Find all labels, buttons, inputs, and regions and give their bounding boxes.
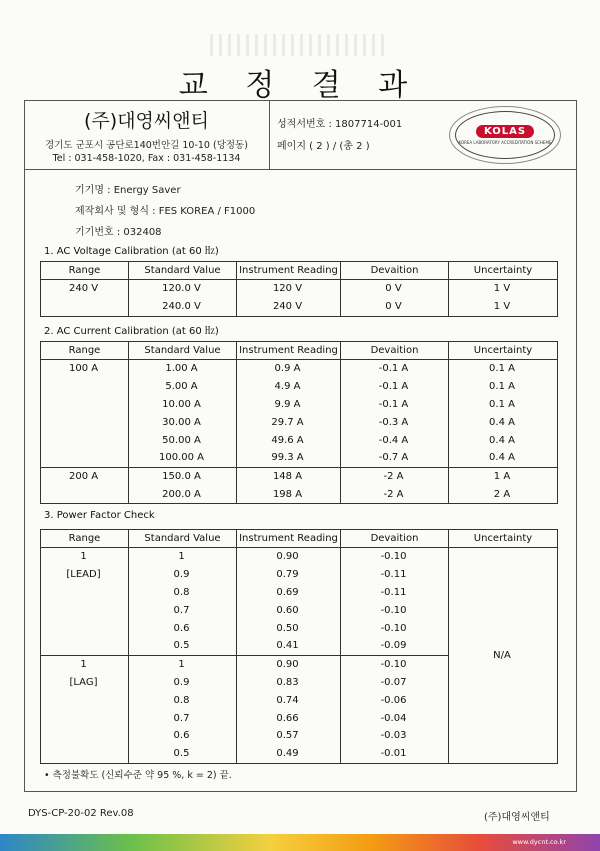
col-reading: Instrument Reading xyxy=(237,530,341,548)
cell-uncertainty: 2 A xyxy=(449,486,558,504)
cell-range xyxy=(41,709,129,727)
cell-uncertainty: 0.1 A xyxy=(449,396,558,414)
cell-range: [LAG] xyxy=(41,674,129,692)
col-uncertainty: Uncertainty xyxy=(449,342,558,360)
cell-standard: 100.00 A xyxy=(129,449,237,467)
cell-range: 100 A xyxy=(41,360,129,378)
cell-range xyxy=(41,601,129,619)
cell-reading: 0.69 xyxy=(237,584,341,602)
cell-deviation: -0.11 xyxy=(341,584,449,602)
cell-reading: 0.60 xyxy=(237,601,341,619)
cell-deviation: -2 A xyxy=(341,486,449,504)
cell-deviation: 0 V xyxy=(341,298,449,316)
cell-standard: 0.7 xyxy=(129,601,237,619)
cell-range xyxy=(41,619,129,637)
cell-range xyxy=(41,449,129,467)
powerfactor-header-row xyxy=(41,530,558,548)
section-current-title: 2. AC Current Calibration (at 60 ㎐) xyxy=(44,326,219,337)
current-header-row xyxy=(41,342,558,360)
cell-range xyxy=(41,584,129,602)
table-row xyxy=(41,280,558,298)
cell-reading: 120 V xyxy=(237,280,341,298)
cell-range xyxy=(41,298,129,316)
cell-deviation: -0.06 xyxy=(341,691,449,709)
col-standard: Standard Value xyxy=(129,342,237,360)
kolas-logo-subtext: KOREA LABORATORY ACCREDITATION SCHEME xyxy=(458,140,552,145)
cell-standard: 0.6 xyxy=(129,619,237,637)
uncertainty-note: • 측정불확도 (신뢰수준 약 95 %, k = 2) 끝. xyxy=(44,770,232,781)
cell-standard: 10.00 A xyxy=(129,396,237,414)
cell-standard: 200.0 A xyxy=(129,486,237,504)
faded-stamp xyxy=(210,34,390,56)
cell-deviation: -0.10 xyxy=(341,655,449,673)
cell-deviation: -0.01 xyxy=(341,745,449,763)
cell-reading: 0.41 xyxy=(237,637,341,655)
cell-reading: 9.9 A xyxy=(237,396,341,414)
company-name: (주)대영씨앤티 xyxy=(84,110,209,132)
table-row xyxy=(41,548,558,566)
cell-reading: 4.9 A xyxy=(237,378,341,396)
cell-reading: 240 V xyxy=(237,298,341,316)
col-reading: Instrument Reading xyxy=(237,262,341,280)
col-deviation: Devaition xyxy=(341,530,449,548)
cell-standard: 150.0 A xyxy=(129,467,237,485)
company-address: 경기도 군포시 공단로140번안길 10-10 (당정동) xyxy=(45,140,248,151)
cell-deviation: -0.1 A xyxy=(341,360,449,378)
col-reading: Instrument Reading xyxy=(237,342,341,360)
cell-deviation: -0.7 A xyxy=(341,449,449,467)
voltage-header-row xyxy=(41,262,558,280)
powerfactor-table xyxy=(40,529,558,764)
cell-reading: 99.3 A xyxy=(237,449,341,467)
cell-deviation: -0.07 xyxy=(341,674,449,692)
cell-standard: 0.8 xyxy=(129,691,237,709)
cell-deviation: -0.11 xyxy=(341,566,449,584)
cell-standard: 240.0 V xyxy=(129,298,237,316)
company-block xyxy=(24,100,270,169)
cell-reading: 49.6 A xyxy=(237,431,341,449)
cell-uncertainty: 0.4 A xyxy=(449,413,558,431)
cell-standard: 1 xyxy=(129,655,237,673)
col-range: Range xyxy=(41,262,129,280)
cell-range xyxy=(41,637,129,655)
current-table xyxy=(40,341,558,504)
section-voltage-title: 1. AC Voltage Calibration (at 60 ㎐) xyxy=(44,246,219,257)
cell-deviation: -0.1 A xyxy=(341,396,449,414)
cell-deviation: -2 A xyxy=(341,467,449,485)
cell-reading: 0.79 xyxy=(237,566,341,584)
table-row xyxy=(41,396,558,414)
voltage-table xyxy=(40,261,558,317)
kolas-logo xyxy=(449,106,561,164)
cell-range xyxy=(41,378,129,396)
cell-uncertainty: N/A xyxy=(449,548,558,764)
cell-range xyxy=(41,413,129,431)
cell-deviation: -0.4 A xyxy=(341,431,449,449)
cell-standard: 5.00 A xyxy=(129,378,237,396)
equipment-serial: 기기번호 : 032408 xyxy=(75,227,162,238)
footer-company: (주)대영씨앤티 xyxy=(484,812,550,823)
footer-url: www.dycnt.co.kr xyxy=(512,838,566,846)
company-contact: Tel : 031-458-1020, Fax : 031-458-1134 xyxy=(52,153,241,164)
cell-uncertainty: 0.4 A xyxy=(449,449,558,467)
cell-deviation: -0.10 xyxy=(341,619,449,637)
cell-reading: 29.7 A xyxy=(237,413,341,431)
cell-range: 200 A xyxy=(41,467,129,485)
col-uncertainty: Uncertainty xyxy=(449,262,558,280)
cell-range: 240 V xyxy=(41,280,129,298)
cell-standard: 0.5 xyxy=(129,745,237,763)
cell-reading: 0.9 A xyxy=(237,360,341,378)
cell-range xyxy=(41,745,129,763)
section-powerfactor-title: 3. Power Factor Check xyxy=(44,510,155,521)
cell-standard: 30.00 A xyxy=(129,413,237,431)
cell-standard: 0.6 xyxy=(129,727,237,745)
kolas-logo-ring xyxy=(455,111,555,159)
cell-range: 1 xyxy=(41,655,129,673)
cell-range: [LEAD] xyxy=(41,566,129,584)
cell-uncertainty: 0.1 A xyxy=(449,360,558,378)
cell-reading: 198 A xyxy=(237,486,341,504)
cell-standard: 0.9 xyxy=(129,566,237,584)
cell-uncertainty: 0.4 A xyxy=(449,431,558,449)
table-row xyxy=(41,298,558,316)
cell-reading: 0.90 xyxy=(237,548,341,566)
report-info xyxy=(277,114,402,158)
cell-uncertainty: 1 V xyxy=(449,280,558,298)
manufacturer-model: 제작회사 및 형식 : FES KOREA / F1000 xyxy=(75,206,256,217)
cell-range: 1 xyxy=(41,548,129,566)
col-range: Range xyxy=(41,530,129,548)
kolas-logo-text: KOLAS xyxy=(476,125,534,138)
cell-standard: 0.9 xyxy=(129,674,237,692)
page-title: 교 정 결 과 xyxy=(178,68,422,103)
cell-deviation: -0.10 xyxy=(341,601,449,619)
cell-uncertainty: 0.1 A xyxy=(449,378,558,396)
cell-standard: 1 xyxy=(129,548,237,566)
cell-deviation: -0.04 xyxy=(341,709,449,727)
color-footer-bar xyxy=(0,834,600,851)
cell-deviation: -0.03 xyxy=(341,727,449,745)
col-standard: Standard Value xyxy=(129,262,237,280)
cell-standard: 120.0 V xyxy=(129,280,237,298)
cell-reading: 0.49 xyxy=(237,745,341,763)
table-row xyxy=(41,431,558,449)
col-range: Range xyxy=(41,342,129,360)
cell-deviation: 0 V xyxy=(341,280,449,298)
table-row xyxy=(41,486,558,504)
cell-standard: 0.8 xyxy=(129,584,237,602)
cell-reading: 0.50 xyxy=(237,619,341,637)
cell-reading: 0.57 xyxy=(237,727,341,745)
cell-deviation: -0.1 A xyxy=(341,378,449,396)
cell-range xyxy=(41,396,129,414)
cell-deviation: -0.09 xyxy=(341,637,449,655)
equipment-name: 기기명 : Energy Saver xyxy=(75,185,181,196)
table-row xyxy=(41,467,558,485)
table-row xyxy=(41,360,558,378)
cell-reading: 0.83 xyxy=(237,674,341,692)
cell-range xyxy=(41,727,129,745)
cell-range xyxy=(41,431,129,449)
table-row xyxy=(41,449,558,467)
cell-deviation: -0.3 A xyxy=(341,413,449,431)
cell-standard: 50.00 A xyxy=(129,431,237,449)
col-deviation: Devaition xyxy=(341,342,449,360)
cell-range xyxy=(41,486,129,504)
page-number: 페이지 ( 2 ) / (총 2 ) xyxy=(277,141,370,152)
cell-reading: 0.66 xyxy=(237,709,341,727)
cell-range xyxy=(41,691,129,709)
report-number: 성적서번호 : 1807714-001 xyxy=(277,119,403,130)
col-deviation: Devaition xyxy=(341,262,449,280)
cell-uncertainty: 1 V xyxy=(449,298,558,316)
cell-standard: 0.7 xyxy=(129,709,237,727)
table-row xyxy=(41,413,558,431)
col-standard: Standard Value xyxy=(129,530,237,548)
cell-reading: 0.74 xyxy=(237,691,341,709)
table-row xyxy=(41,378,558,396)
cell-standard: 0.5 xyxy=(129,637,237,655)
cell-standard: 1.00 A xyxy=(129,360,237,378)
cell-reading: 0.90 xyxy=(237,655,341,673)
col-uncertainty: Uncertainty xyxy=(449,530,558,548)
form-number: DYS-CP-20-02 Rev.08 xyxy=(28,808,134,819)
cell-deviation: -0.10 xyxy=(341,548,449,566)
header-block xyxy=(24,100,577,170)
cell-uncertainty: 1 A xyxy=(449,467,558,485)
cell-reading: 148 A xyxy=(237,467,341,485)
